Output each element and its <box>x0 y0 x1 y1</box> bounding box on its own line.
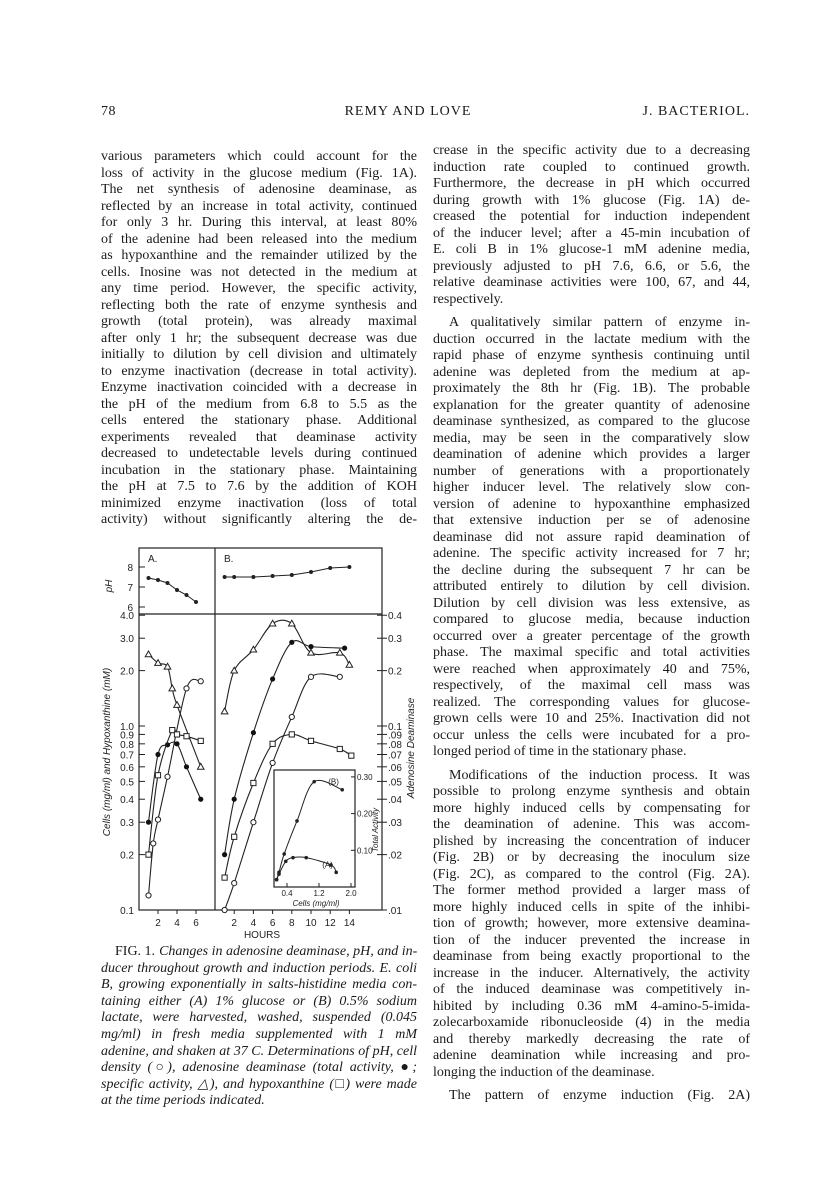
text-line: deaminase did not assure rapid deamination of <box>433 529 750 545</box>
total-activity-point <box>174 741 179 746</box>
right-tick-label: 0.4 <box>388 611 402 623</box>
text-line: rapid phase of enzyme synthesis continuing until <box>433 348 750 363</box>
x-tick-label: 8 <box>289 918 295 929</box>
text-line: the decline during the subsequent 7 hr can be <box>433 562 750 578</box>
left-tick-label: 0.5 <box>120 777 134 789</box>
x-tick-label: 6 <box>269 918 276 929</box>
inset-point <box>304 856 308 860</box>
cell-density-point <box>308 674 313 679</box>
inset-x-tick-label: 0.4 <box>281 889 293 898</box>
inset-point <box>275 878 279 882</box>
right-tick-label: .09 <box>388 730 402 742</box>
total-activity-point <box>251 730 256 735</box>
right-tick-label: 0.1 <box>388 722 402 733</box>
ph-point <box>147 576 151 580</box>
inset-point <box>295 819 299 823</box>
inset-point <box>284 860 288 864</box>
inset-x-tick-label: 2.0 <box>345 889 357 898</box>
text-line: A qualitatively similar pattern of enzyme in- <box>449 315 750 330</box>
text-line: Enzyme inactivation coincided with a decrease in <box>101 380 417 395</box>
inset-point <box>312 780 316 784</box>
total-activity-point <box>289 640 294 645</box>
right-tick-label: .01 <box>388 906 402 917</box>
total-activity-point <box>146 820 151 825</box>
specific-activity-point <box>174 702 181 708</box>
text-line: during growth with 1% glucose (Fig. 1A) de- <box>433 192 750 208</box>
inset-y-tick-label: 0.10 <box>357 846 373 856</box>
right-tick-label: .02 <box>388 850 402 862</box>
text-line: decreased to undetectable levels during continued <box>101 446 417 461</box>
x-axis-label: HOURS <box>243 930 281 941</box>
hypoxanthine-point <box>198 738 203 743</box>
text-line: reflected by an increase in total activity, continued <box>101 198 417 214</box>
ph-point <box>347 565 351 569</box>
ph-tick-label: 6 <box>127 603 133 614</box>
right-tick-label: .04 <box>388 795 402 807</box>
hypoxanthine-point <box>232 834 237 839</box>
text-line: activity) without significantly altering the de- <box>101 512 417 527</box>
text-line: number of generations with a proportionately <box>433 463 750 479</box>
journal-name: J. BACTERIOL. <box>642 104 750 119</box>
series-line-specific-activity <box>149 654 201 766</box>
right-tick-label: 0.2 <box>388 666 402 678</box>
text-line: adenine. The specific activity increased for 7 hr; <box>433 546 750 561</box>
text-line: media, may be seen in the comparatively slow <box>433 430 750 446</box>
page-number: 78 <box>101 104 116 119</box>
x-tick-label: 4 <box>174 918 180 929</box>
text-line: E. coli B in 1% glucose-1 mM adenine media, <box>433 242 750 257</box>
text-line: the pH of the medium from 6.8 to 5.5 as the <box>101 396 417 412</box>
total-activity-point <box>184 764 189 769</box>
text-line: respectively. <box>433 291 504 307</box>
text-line: (Fig. 2C), as compared to the control (Fig. 2A). <box>433 866 750 882</box>
total-activity-point <box>222 852 227 857</box>
caption-line: lactate, were harvested, washed, suspended (0.045 <box>101 1010 417 1026</box>
specific-activity-point <box>169 685 176 691</box>
text-line: more highly induced cells by compensating for <box>433 800 750 816</box>
specific-activity-point <box>145 651 152 657</box>
left-tick-label: 0.9 <box>120 730 134 742</box>
ph-axis-label: pH <box>104 579 115 593</box>
hypoxanthine-point <box>251 780 256 785</box>
left-tick-label: 1.0 <box>120 722 134 733</box>
text-line: loss of activity in the glucose medium (Fig. 1A). <box>101 165 417 181</box>
text-line: Modifications of the induction process. It was <box>449 767 750 783</box>
caption-line: B, growing exponentially in salts-histidine media con- <box>101 977 417 993</box>
x-tick-label: 10 <box>305 918 317 929</box>
inset-point <box>282 852 286 856</box>
text-line: occurred over a greater percentage of the growth <box>433 628 750 644</box>
ph-point <box>156 578 160 582</box>
figure-caption <box>101 944 417 1110</box>
right-tick-label: 0.3 <box>388 634 402 646</box>
ph-point <box>328 566 332 570</box>
caption-line: ducer throughout growth and induction periods. E. coli <box>101 960 417 976</box>
text-line: phase. The maximal specific and total activities <box>433 645 750 660</box>
text-line: deamination of adenine which provides a larger <box>433 447 750 462</box>
text-line: crease in the specific activity due to a decreasing <box>433 143 750 158</box>
ph-point <box>271 574 275 578</box>
specific-activity-point <box>289 620 296 626</box>
left-tick-label: 3.0 <box>120 634 134 646</box>
hypoxanthine-point <box>349 753 354 758</box>
cell-density-point <box>198 679 203 684</box>
text-line: and thereby markedly decreasing the rate of <box>433 1031 750 1047</box>
hypoxanthine-point <box>337 746 342 751</box>
cell-density-point <box>155 817 160 822</box>
text-line: tion of growth; however, more extensive deamina- <box>433 916 750 931</box>
specific-activity-point <box>346 661 353 667</box>
hypoxanthine-point <box>174 732 179 737</box>
text-line: after only 1 hr; the subsequent decrease was due <box>101 330 417 346</box>
text-line: deaminase synthesized, as compared to the glucose <box>433 414 750 429</box>
inset-point <box>277 872 281 876</box>
x-tick-label: 4 <box>250 918 257 929</box>
text-line: induction rate coupled to continued growth. <box>433 159 750 175</box>
text-line: of the adenine had been released into the medium <box>101 231 417 247</box>
text-line: compared to glucose media, because induction <box>433 612 750 627</box>
text-line: possible to prolong enzyme synthesis and obtain <box>433 784 750 799</box>
text-line: that extensive induction per se of adenosine <box>433 513 750 528</box>
text-line: cells entered the stationary phase. Additional <box>101 413 417 428</box>
left-tick-label: 0.1 <box>120 906 134 917</box>
text-line: explanation for the greater quantity of adenosine <box>433 397 750 413</box>
ph-point <box>175 588 179 592</box>
hypoxanthine-point <box>270 741 275 746</box>
cell-density-point <box>337 674 342 679</box>
specific-activity-point <box>197 763 204 769</box>
x-tick-label: 14 <box>343 918 355 929</box>
inset-x-label: Cells (mg/ml) <box>292 899 340 908</box>
series-line-specific-activity <box>225 620 350 711</box>
inset-frame <box>274 770 355 887</box>
inset-y-label: Total Activity <box>371 807 380 853</box>
left-tick-label: 0.7 <box>120 750 134 762</box>
text-line: the pH at 7.5 to 7.6 by the addition of KOH <box>101 479 417 494</box>
caption-line <box>101 944 417 961</box>
x-tick-label: 2 <box>231 918 237 929</box>
panel-label: B. <box>224 554 234 565</box>
inset-series-label: (A) <box>322 860 333 870</box>
text-line: of the induced deaminase was competitively in- <box>433 982 750 997</box>
left-tick-label: 2.0 <box>120 666 134 678</box>
text-line: growth (total protein), was already maximal <box>101 314 417 329</box>
caption-line: at the time periods indicated. <box>101 1093 265 1109</box>
inset-point <box>291 856 295 860</box>
text-line: incubation in the stationary phase. Maintaining <box>101 462 417 478</box>
right-tick-label: .07 <box>388 750 402 762</box>
text-line: (Fig. 2B) or by decreasing the inoculum size <box>433 850 750 865</box>
text-line: minimized enzyme inactivation (loss of total <box>101 495 417 511</box>
caption-text: Changes in adenosine deaminase, pH, and in- <box>159 944 418 959</box>
ph-tick-label: 7 <box>127 583 133 594</box>
text-line: attributed entirely to dilution by cell division. <box>433 579 750 594</box>
text-line: occur unless the cells were incubated for a pro- <box>433 727 750 743</box>
ph-point <box>194 600 198 604</box>
left-tick-label: 0.4 <box>120 795 134 807</box>
text-line: respectively, of the maximal cell mass was <box>433 678 750 693</box>
hypoxanthine-point <box>146 852 151 857</box>
ph-point <box>185 593 189 597</box>
cell-density-point <box>289 714 294 719</box>
ph-point <box>309 570 313 574</box>
caption-line: mg/ml) in fresh media supplemented with 1 mM <box>101 1026 417 1042</box>
text-line: the deamination of adenine. This was accom- <box>433 817 750 832</box>
total-activity-point <box>270 676 275 681</box>
text-line: various parameters which could account for the <box>101 149 417 164</box>
inset-series-label: (B) <box>328 777 339 787</box>
text-line: as hypoxanthine and the remainder utilized by the <box>101 248 417 263</box>
cell-density-point <box>232 881 237 886</box>
text-line: reflecting both the rate of enzyme synthesis and <box>101 297 417 313</box>
text-line: version of adenine to hypoxanthine emphasized <box>433 496 750 512</box>
left-tick-label: 0.6 <box>120 762 134 774</box>
hypoxanthine-point <box>155 773 160 778</box>
left-tick-label: 4.0 <box>120 611 134 623</box>
text-line: The pattern of enzyme induction (Fig. 2A) <box>449 1088 750 1103</box>
text-line: proximately the 8th hr (Fig. 1B). The probable <box>433 381 750 396</box>
total-activity-point <box>155 752 160 757</box>
hypoxanthine-point <box>308 738 313 743</box>
text-line: to enzyme inactivation (decrease in total activity). <box>101 363 417 379</box>
right-tick-label: .03 <box>388 818 402 830</box>
text-line: cells. Inosine was not detected in the medium at <box>101 264 417 280</box>
total-activity-point <box>232 797 237 802</box>
text-line: more highly induced cells in spite of the inhibi- <box>433 899 750 915</box>
ph-tick-label: 8 <box>127 563 133 574</box>
figure-label: FIG. 1. <box>115 944 156 959</box>
specific-activity-point <box>221 708 228 714</box>
text-line: were reached when approximately 40 and 75%, <box>433 661 750 677</box>
text-line: longed period of time in the stationary phase. <box>433 744 687 759</box>
cell-density-point <box>270 760 275 765</box>
text-line: experiments revealed that deaminase activity <box>101 429 417 445</box>
panel-label: A. <box>148 554 158 565</box>
left-axis-label: Cells (mg/ml) and Hypoxanthine (mM) <box>102 667 113 837</box>
caption-line: taining either (A) 1% glucose or (B) 0.5% sodium <box>101 993 417 1009</box>
text-line: grown cells were 10 and 25%. Inactivation did not <box>433 711 750 726</box>
running-head: REMY AND LOVE <box>344 104 472 119</box>
inset-y-tick-label: 0.30 <box>357 772 373 782</box>
text-line: previously adjusted to pH 7.6, 6.6, or 5.6, the <box>433 258 750 274</box>
ph-line <box>149 578 197 602</box>
cell-density-point <box>251 820 256 825</box>
text-line: longing the induction of the deaminase. <box>433 1064 655 1080</box>
hypoxanthine-point <box>289 732 294 737</box>
hypoxanthine-point <box>184 734 189 739</box>
left-tick-label: 0.2 <box>120 850 134 862</box>
x-tick-label: 2 <box>155 918 161 929</box>
cell-density-point <box>222 907 227 912</box>
caption-line: specific activity, △), and hypoxanthine (□) were made <box>101 1076 417 1092</box>
text-line: higher inducer level. The relatively slow con- <box>433 480 750 495</box>
caption-line: density (○), adenosine deaminase (total activity, ●; <box>101 1060 417 1076</box>
text-line: adenine deamination while increasing and pro- <box>433 1048 750 1063</box>
text-line: relative deaminase activities were 100, 67, and 44, <box>433 275 750 290</box>
caption-line: adenine, and shaken at 37 C. Determinations of pH, cell <box>101 1043 417 1059</box>
text-line: zolecarboxamide ribonucleoside (4) in the media <box>433 1015 750 1030</box>
right-tick-label: .05 <box>388 777 402 789</box>
ph-point <box>290 573 294 577</box>
text-line: The former method provided a larger mass of <box>433 883 750 898</box>
specific-activity-point <box>269 620 276 626</box>
total-activity-point <box>342 646 347 651</box>
right-tick-label: .06 <box>388 762 402 774</box>
text-line: tion of the inducer prevented the increase in <box>433 932 750 948</box>
text-line: The net synthesis of adenosine deaminase, as <box>101 182 417 197</box>
text-line: Furthermore, the decrease in pH which occurred <box>433 176 750 191</box>
ph-point <box>232 575 236 579</box>
text-line: adenine was depleted from the medium at ap- <box>433 364 750 380</box>
text-line: realized. The corresponding values for glucose- <box>433 694 750 710</box>
text-line: plished by increasing the concentration of inducer <box>433 833 750 849</box>
inset-x-tick-label: 1.2 <box>313 889 325 898</box>
text-line: increase in the inducer. Alternatively, the activity <box>433 965 750 981</box>
right-axis-label: Adenosine Deaminase <box>406 697 417 799</box>
text-line: creased the potential for induction independent <box>433 209 750 224</box>
ph-point <box>166 581 170 585</box>
cell-density-point <box>146 893 151 898</box>
cell-density-point <box>165 774 170 779</box>
inset-point <box>334 871 338 875</box>
specific-activity-point <box>155 660 162 666</box>
x-tick-label: 6 <box>193 918 199 929</box>
text-line: hibited by including 0.36 mM 4-amino-5-imida- <box>433 998 750 1014</box>
ph-point <box>251 575 255 579</box>
x-tick-label: 12 <box>324 918 336 929</box>
inset-y-tick-label: 0.20 <box>357 809 373 819</box>
ph-point <box>223 575 227 579</box>
inset-point <box>340 788 344 792</box>
text-line: of the inducer level; after a 45-min incubation of <box>433 225 750 241</box>
left-tick-label: 0.8 <box>120 739 134 751</box>
text-line: for only 3 hr. During this interval, at least 80% <box>101 215 417 230</box>
cell-density-point <box>151 841 156 846</box>
text-line: any time period. However, the specific activity, <box>101 281 417 296</box>
text-line: Dilution by cell division was less extensive, as <box>433 595 750 611</box>
text-line: duction occurred in the lactate medium with the <box>433 331 750 347</box>
hypoxanthine-point <box>222 875 227 880</box>
total-activity-point <box>198 797 203 802</box>
specific-activity-point <box>231 667 238 673</box>
cell-density-point <box>184 686 189 691</box>
left-tick-label: 0.3 <box>120 818 134 830</box>
text-line: initially to dilution by cell division and ultimately <box>101 347 417 362</box>
right-tick-label: .08 <box>388 739 402 751</box>
text-line: deaminase from being exactly proportional to the <box>433 949 750 964</box>
